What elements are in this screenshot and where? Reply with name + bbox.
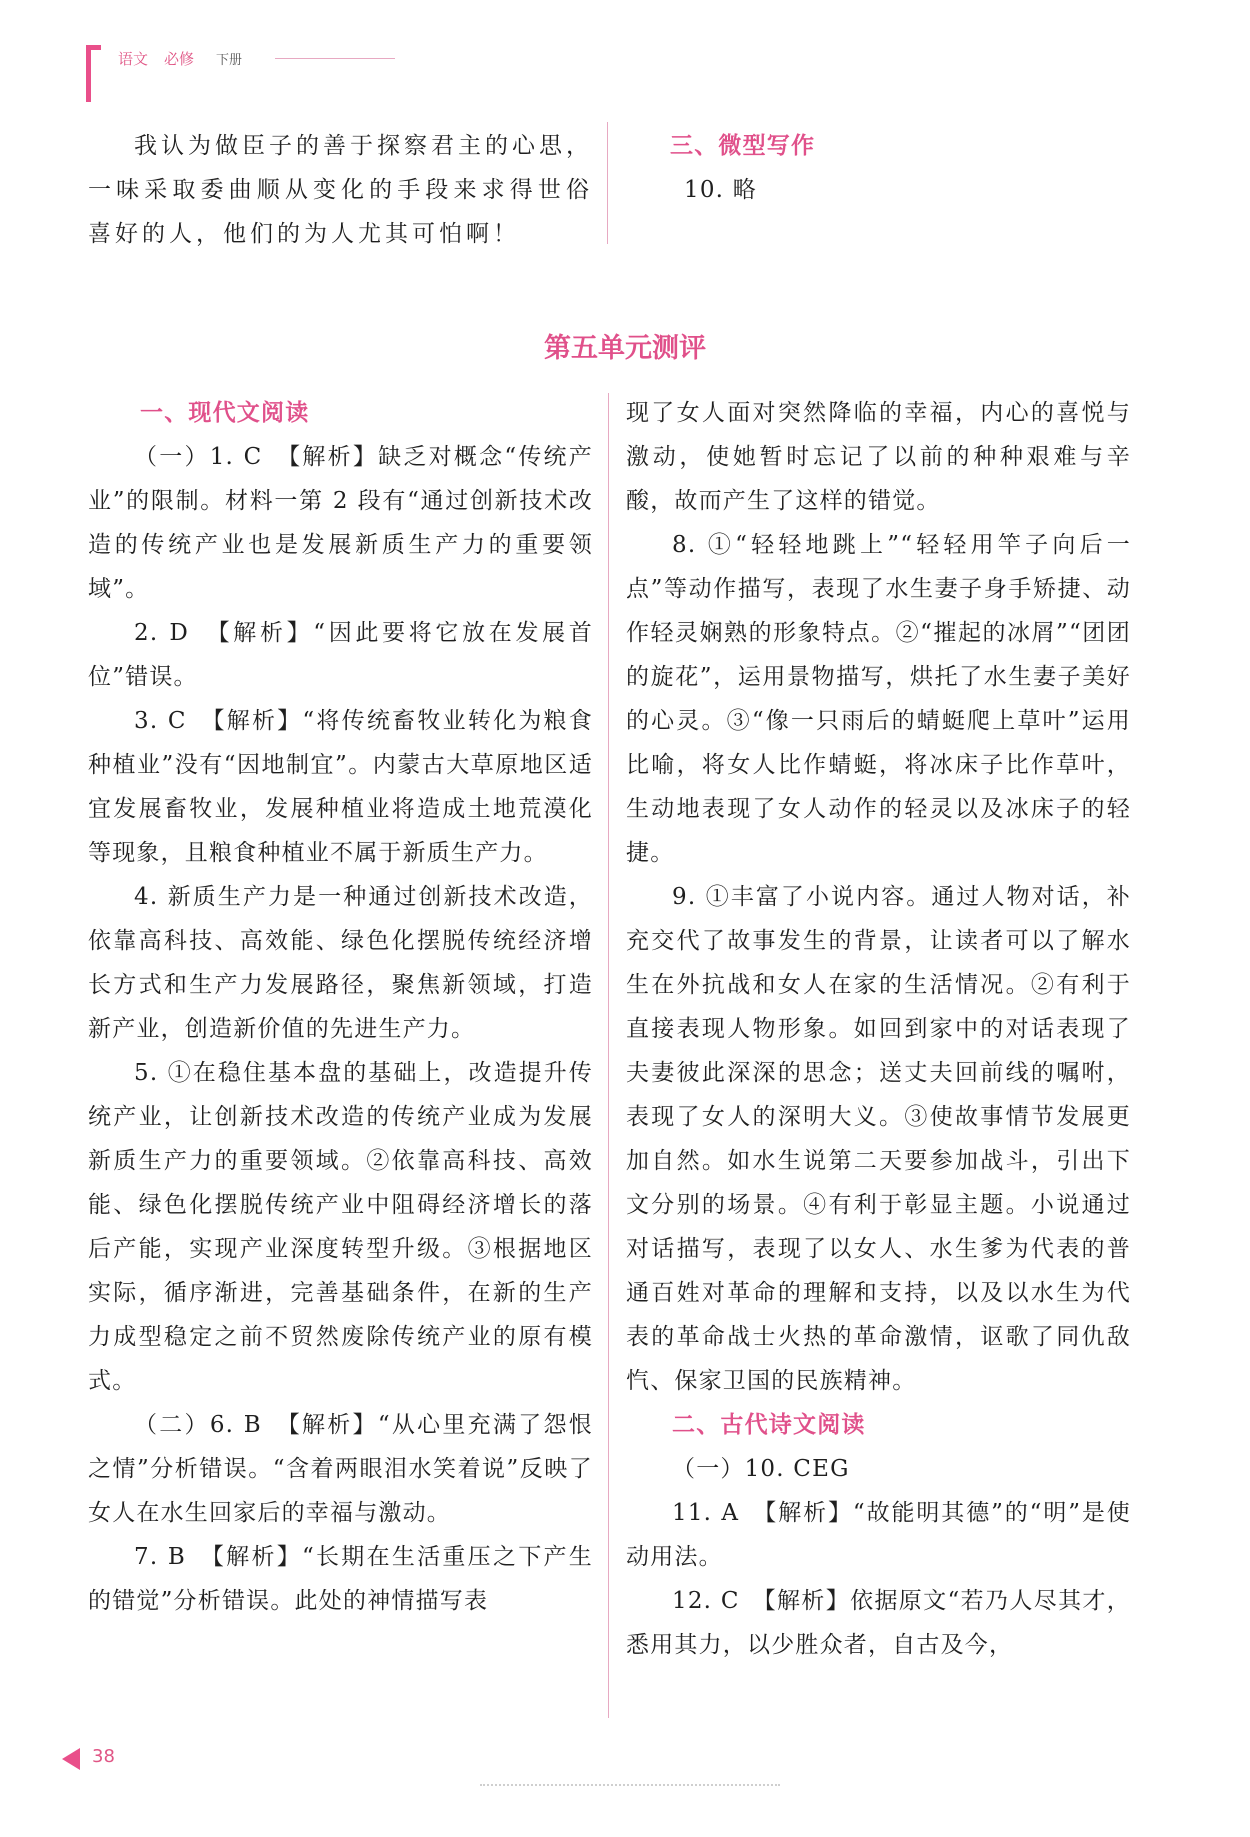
answer-paragraph: 7. B 【解析】“长期在生活重压之下产生的错觉”分析错误。此处的神情描写表: [88, 1544, 593, 1614]
header-rule: [275, 58, 395, 59]
column-divider: [608, 393, 609, 1718]
answer-paragraph: 5. ①在稳住基本盘的基础上，改造提升传统产业，让创新技术改造的传统产业成为发展新质生产力的重要领域。②依靠高科技、高效能、绿色化摆脱传统产业中阻碍经济增长的落后产能，实现产业深度转型升级。③根据地区实际，循序渐进，完善基础条件，在新的生产力成型稳定之前不贸然废除传统产业的原有模式。: [88, 1060, 593, 1394]
answer-paragraph: （二）6. B 【解析】“从心里充满了怨恨之情”分析错误。“含着两眼泪水笑着说”反映了女人在水生回家后的幸福与激动。: [88, 1412, 593, 1526]
page-number: 38: [92, 1746, 115, 1767]
column-divider-top: [607, 122, 608, 244]
header-book: 必修: [164, 50, 195, 68]
unit-title: 第五单元测评: [544, 333, 706, 364]
answer-paragraph: （一）1. C 【解析】缺乏对概念“传统产业”的限制。材料一第 2 段有“通过创新技术改造的传统产业也是发展新质生产力的重要领域”。: [88, 444, 593, 602]
answer-10-line: 10. 略: [684, 177, 757, 203]
section-heading-writing: 三、微型写作: [670, 133, 816, 159]
right-column: [626, 391, 1131, 1667]
answer-paragraph: 11. A 【解析】“故能明其德”的“明”是使动用法。: [626, 1500, 1131, 1570]
answer-paragraph: 8. ①“轻轻地跳上”“轻轻用竿子向后一点”等动作描写，表现了水生妻子身手矫捷、动作轻灵娴熟的形象特点。②“摧起的冰屑”“团团的旋花”，运用景物描写，烘托了水生妻子美好的心灵。③“像一只雨后的蜻蜓爬上草叶”运用比喻，将女人比作蜻蜓，将冰床子比作草叶，生动地表现了女人动作的轻灵以及冰床子的轻捷。: [626, 532, 1131, 866]
footer-dotted-rule: [480, 1784, 780, 1786]
answer-paragraph: 4. 新质生产力是一种通过创新技术改造，依靠高科技、高效能、绿色化摆脱传统经济增长方式和生产力发展路径，聚焦新领域，打造新产业，创造新价值的先进生产力。: [88, 884, 593, 1042]
page-arrow-icon: [62, 1748, 80, 1770]
section-heading-classical-reading: 二、古代诗文阅读: [672, 1412, 866, 1438]
header-subject: 语文: [118, 50, 149, 68]
answer-paragraph: 9. ①丰富了小说内容。通过人物对话，补充交代了故事发生的背景，让读者可以了解水生在外抗战和女人在家的生活情况。②有利于直接表现人物形象。如回到家中的对话表现了夫妻彼此深深的思念；送丈夫回前线的嘱咐，表现了女人的深明大义。③使故事情节发展更加自然。如水生说第二天要参加战斗，引出下文分别的场景。④有利于彰显主题。小说通过对话描写，表现了以女人、水生爹为代表的普通百姓对革命的理解和支持，以及以水生为代表的革命战士火热的革命激情，讴歌了同仇敌忾、保家卫国的民族精神。: [626, 884, 1131, 1394]
running-header: [118, 48, 242, 69]
answer-paragraph: （一）10. CEG: [672, 1456, 850, 1482]
answer-paragraph: 2. D 【解析】“因此要将它放在发展首位”错误。: [88, 620, 593, 690]
left-column: [88, 391, 593, 1623]
header-volume: 下册: [216, 53, 243, 68]
translation-paragraph: 我认为做臣子的善于探察君主的心思，一味采取委曲顺从变化的手段来求得世俗喜好的人，他们的为人尤其可怕啊！: [88, 133, 593, 247]
top-right-block: [672, 124, 1132, 212]
answer-paragraph: 3. C 【解析】“将传统畜牧业转化为粮食种植业”没有“因地制宜”。内蒙古大草原地区适宜发展畜牧业，发展种植业将造成土地荒漠化等现象，且粮食种植业不属于新质生产力。: [88, 708, 593, 866]
answer-paragraph: 12. C 【解析】依据原文“若乃人尽其才，悉用其力，以少胜众者，自古及今，: [626, 1588, 1131, 1658]
header-bracket-decoration: [86, 45, 101, 102]
section-heading-modern-reading: 一、现代文阅读: [140, 400, 310, 426]
top-left-block: [88, 124, 593, 256]
answer-paragraph-continued: 现了女人面对突然降临的幸福，内心的喜悦与激动，使她暂时忘记了以前的种种艰难与辛酸，故而产生了这样的错觉。: [626, 400, 1131, 514]
